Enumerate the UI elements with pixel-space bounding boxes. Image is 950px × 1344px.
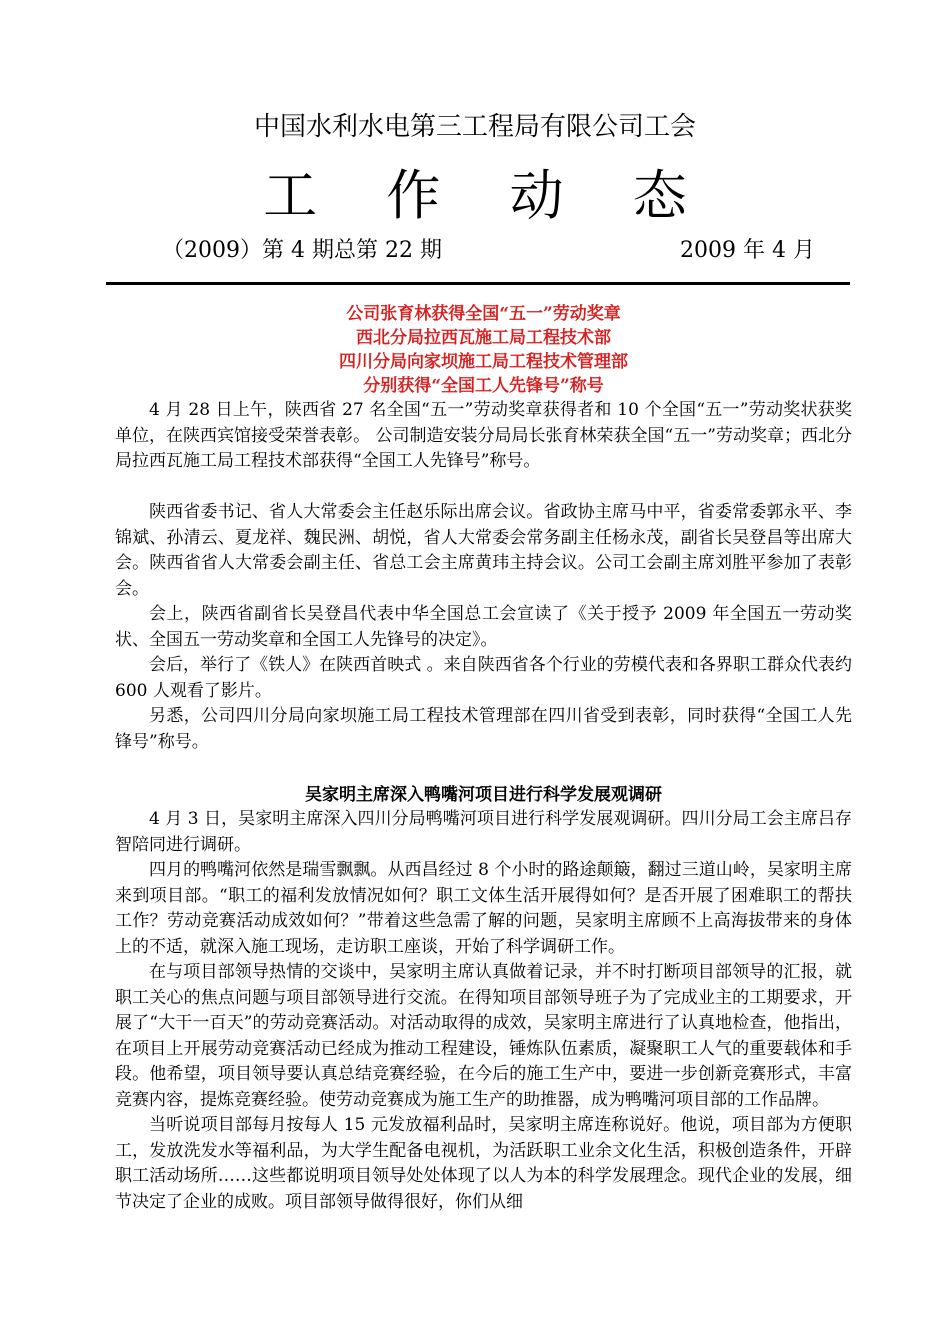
article-paragraph: 另悉，公司四川分局向家坝施工局工程技术管理部在四川省受到表彰，同时获得“全国工人先锋号”称号。 xyxy=(115,706,852,752)
article-research xyxy=(115,783,852,1215)
article-paragraph: 在与项目部领导热情的交谈中，吴家明主席认真做着记录，并不时打断项目部领导的汇报，就职工关心的焦点问题与项目部领导进行交流。在得知项目部领导班子为了完成业主的工期要求，开展了“大干一百天”的劳动竞赛活动。对活动取得的成效，吴家明主席进行了认真地检查，他指出，在项目上开展劳动竞赛活动已经成为推动工程建设，锤炼队伍素质，凝聚职工人气的重要载体和手段。他希望，项目领导要认真总结竞赛经验，在今后的施工生产中，要进一步创新竞赛形式，丰富竞赛内容，提炼竞赛经验。使劳动竞赛成为施工生产的助推器，成为鸭嘴河项目部的工作品牌。 xyxy=(115,962,852,1110)
article-headline-line: 公司张育林获得全国“五一”劳动奖章 xyxy=(346,304,621,324)
newsletter-title: 工 作 动 态 xyxy=(263,164,713,227)
issue-number: （2009）第 4 期总第 22 期 xyxy=(162,238,442,263)
article-paragraph: 会后，举行了《铁人》在陕西首映式 。来自陕西省各个行业的劳模代表和各界职工群众代表约 600 人观看了影片。 xyxy=(115,655,852,701)
article-award xyxy=(115,302,852,755)
organization-name: 中国水利水电第三工程局有限公司工会 xyxy=(253,112,696,142)
article-headline-line: 西北分局拉西瓦施工局工程技术部 xyxy=(356,328,611,348)
article-paragraph: 四月的鸭嘴河依然是瑞雪飘飘。从西昌经过 8 个小时的路途颠簸，翻过三道山岭，吴家明主席来到项目部。“职工的福利发放情况如何？职工文体生活开展得如何？是否开展了困难职工的帮扶工作？劳动竞赛活动成效如何？”带着这些急需了解的问题，吴家明主席顾不上高海拔带来的身体上的不适，就深入施工现场，走访职工座谈，开始了科学调研工作。 xyxy=(115,860,852,957)
article-paragraph: 陕西省委书记、省人大常委会主任赵乐际出席会议。省政协主席马中平，省委常委郭永平、李锦斌、孙清云、夏龙祥、魏民洲、胡悦，省人大常委会常务副主任杨永茂，副省长吴登昌等出席大会。陕西省省人大常委会副主任、省总工会主席黄玮主持会议。公司工会副主席刘胜平参加了表彰会。 xyxy=(115,502,852,599)
paragraph-spacer xyxy=(115,475,852,501)
header-divider xyxy=(106,282,850,285)
article-paragraph: 会上，陕西省副省长吴登昌代表中华全国总工会宣读了《关于授予 2009 年全国五一劳动奖状、全国五一劳动奖章和全国工人先锋号的决定》。 xyxy=(115,604,852,650)
newsletter-body xyxy=(115,302,852,1215)
article-headline-line: 四川分局向家坝施工局工程技术管理部 xyxy=(339,352,628,372)
article-headline: 吴家明主席深入鸭嘴河项目进行科学发展观调研 xyxy=(305,785,662,805)
article-paragraph: 当听说项目部每月按每人 15 元发放福利品时，吴家明主席连称说好。他说，项目部为方便职工，发放洗发水等福利品，为大学生配备电视机，为活跃职工业余文化生活，积极创造条件，开辟职工活动场所……这些都说明项目领导处处体现了以人为本的科学发展理念。现代企业的发展，细节决定了企业的成败。项目部领导做得很好，你们从细 xyxy=(115,1115,852,1212)
article-headline-line: 分别获得“全国工人先锋号”称号 xyxy=(363,376,604,396)
issue-date: 2009 年 4 月 xyxy=(680,238,815,263)
article-paragraph: 4 月 3 日，吴家明主席深入四川分局鸭嘴河项目进行科学发展观调研。四川分局工会主席吕存智陪同进行调研。 xyxy=(115,809,852,855)
section-spacer xyxy=(115,755,852,783)
article-paragraph: 4 月 28 日上午，陕西省 27 名全国“五一”劳动奖章获得者和 10 个全国“五一”劳动奖状获奖单位，在陕西宾馆接受荣誉表彰。 公司制造安装分局局长张育林荣获全国“五一”劳动奖章；西北分局拉西瓦施工局工程技术部获得“全国工人先锋号”称号。 xyxy=(115,400,852,471)
